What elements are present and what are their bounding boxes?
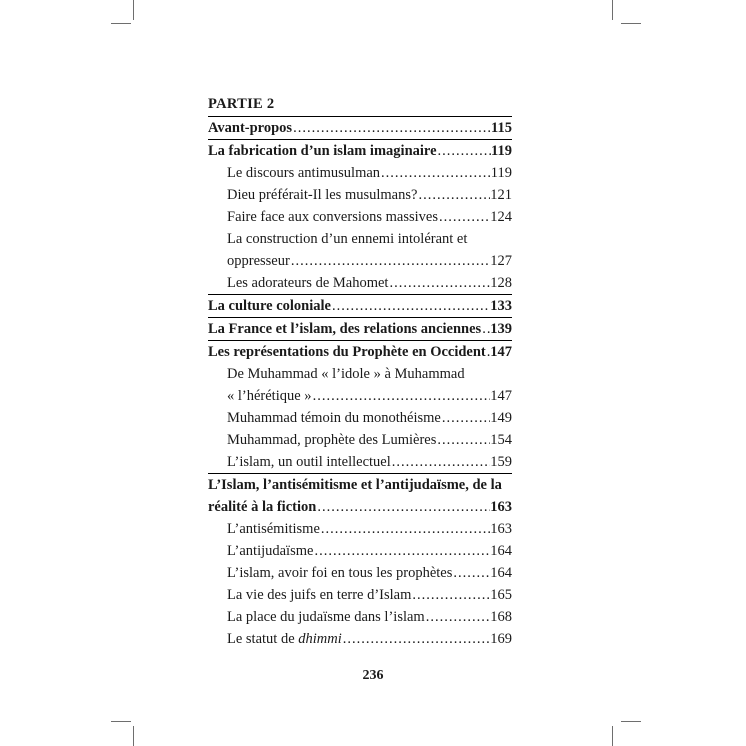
entry-title-line2: réalité à la fiction (208, 499, 317, 515)
part-title: PARTIE 2 (208, 96, 275, 112)
dot-leader (290, 250, 490, 272)
entry-page: 149 (490, 410, 512, 426)
crop-mark-bottom-right (612, 726, 613, 746)
entry-title: La culture coloniale (208, 298, 331, 314)
crop-mark-left-bottom (111, 721, 131, 722)
crop-mark-top-right (612, 0, 613, 20)
dot-leader (388, 272, 490, 294)
page-number: 236 (362, 668, 384, 683)
dot-leader (425, 606, 491, 628)
toc-entry (208, 317, 512, 340)
entry-page: 159 (490, 454, 512, 470)
crop-mark-bottom-left (133, 726, 134, 746)
entry-page: 128 (490, 275, 512, 291)
entry-page: 169 (490, 631, 512, 647)
entry-title-line1: L’Islam, l’antisémitisme et l’antijudaïsme, de la (208, 477, 502, 493)
toc-entry (208, 540, 512, 562)
entry-title (227, 628, 342, 650)
dot-leader (411, 584, 490, 606)
toc-entry (208, 473, 512, 518)
crop-mark-right-top (621, 23, 641, 24)
entry-page: 154 (490, 432, 512, 448)
dot-leader (441, 407, 490, 429)
toc-entry (208, 363, 512, 407)
dot-leader (316, 496, 490, 518)
toc-entry (208, 228, 512, 272)
entry-page: 163 (490, 499, 512, 515)
dot-leader (312, 385, 491, 407)
entry-page: 133 (490, 298, 512, 314)
dot-leader (320, 518, 490, 540)
entry-title: Faire face aux conversions massives (227, 209, 438, 225)
entry-page: 127 (490, 253, 512, 269)
entry-title-prefix: Le statut de (227, 631, 299, 647)
dot-leader (292, 117, 491, 139)
toc-entry (208, 584, 512, 606)
toc-entry (208, 606, 512, 628)
toc-entry (208, 184, 512, 206)
toc-entry (208, 116, 512, 139)
entry-page: 168 (490, 609, 512, 625)
crop-mark-top-left (133, 0, 134, 20)
dot-leader (417, 184, 490, 206)
dot-leader (481, 318, 490, 340)
entry-title-line2: oppresseur (227, 253, 290, 269)
entry-page: 115 (491, 120, 512, 136)
entry-title-line1: De Muhammad « l’idole » à Muhammad (227, 366, 465, 382)
toc-entry (208, 294, 512, 317)
toc-entry (208, 139, 512, 162)
entry-title: Les adorateurs de Mahomet (227, 275, 389, 291)
entry-page: 124 (490, 209, 512, 225)
toc-entry (208, 206, 512, 228)
entry-title: Le discours antimusulman (227, 165, 381, 181)
entry-title: L’islam, un outil intellectuel (227, 454, 391, 470)
dot-leader (437, 140, 492, 162)
entry-page: 119 (491, 143, 512, 159)
entry-title: L’antijudaïsme (227, 543, 314, 559)
entry-title: La place du judaïsme dans l’islam (227, 609, 425, 625)
dot-leader (342, 628, 490, 650)
toc-entry (208, 407, 512, 429)
toc-entry (208, 628, 512, 650)
toc-entry (208, 340, 512, 363)
entry-title: Muhammad témoin du monothéisme (227, 410, 441, 426)
entry-title: La vie des juifs en terre d’Islam (227, 587, 412, 603)
entry-page: 119 (490, 165, 512, 181)
table-of-contents (208, 92, 512, 650)
entry-page: 121 (490, 187, 512, 203)
toc-entry (208, 562, 512, 584)
entry-title-line1: La construction d’un ennemi intolérant et (227, 231, 468, 247)
entry-title: Muhammad, prophète des Lumières (227, 432, 437, 448)
toc-entry (208, 162, 512, 184)
toc-entry (208, 518, 512, 540)
entry-title: L’islam, avoir foi en tous les prophètes (227, 565, 453, 581)
entry-page: 147 (490, 388, 512, 404)
entry-title: La France et l’islam, des relations anciennes (208, 321, 482, 337)
dot-leader (391, 451, 490, 473)
entry-title: Dieu préférait-Il les musulmans? (227, 187, 418, 203)
dot-leader (438, 206, 490, 228)
entry-title-line2: « l’hérétique » (227, 388, 312, 404)
crop-mark-right-bottom (621, 721, 641, 722)
entry-page: 164 (490, 543, 512, 559)
entry-title: Les représentations du Prophète en Occident (208, 344, 486, 360)
crop-mark-left-top (111, 23, 131, 24)
dot-leader (452, 562, 490, 584)
toc-entry (208, 451, 512, 473)
dot-leader (436, 429, 490, 451)
entry-page: 163 (490, 521, 512, 537)
dot-leader (331, 295, 490, 317)
entry-title: La fabrication d’un islam imaginaire (208, 143, 437, 159)
dot-leader (313, 540, 490, 562)
toc-entry (208, 429, 512, 451)
entry-page: 139 (490, 321, 512, 337)
entry-page: 147 (490, 344, 512, 360)
entry-page: 165 (490, 587, 512, 603)
entry-title-italic: dhimmi (298, 631, 342, 647)
entry-page: 164 (490, 565, 512, 581)
dot-leader (380, 162, 491, 184)
entry-title: Avant-propos (208, 120, 293, 136)
toc-entry (208, 272, 512, 294)
entry-title: L’antisémitisme (227, 521, 320, 537)
